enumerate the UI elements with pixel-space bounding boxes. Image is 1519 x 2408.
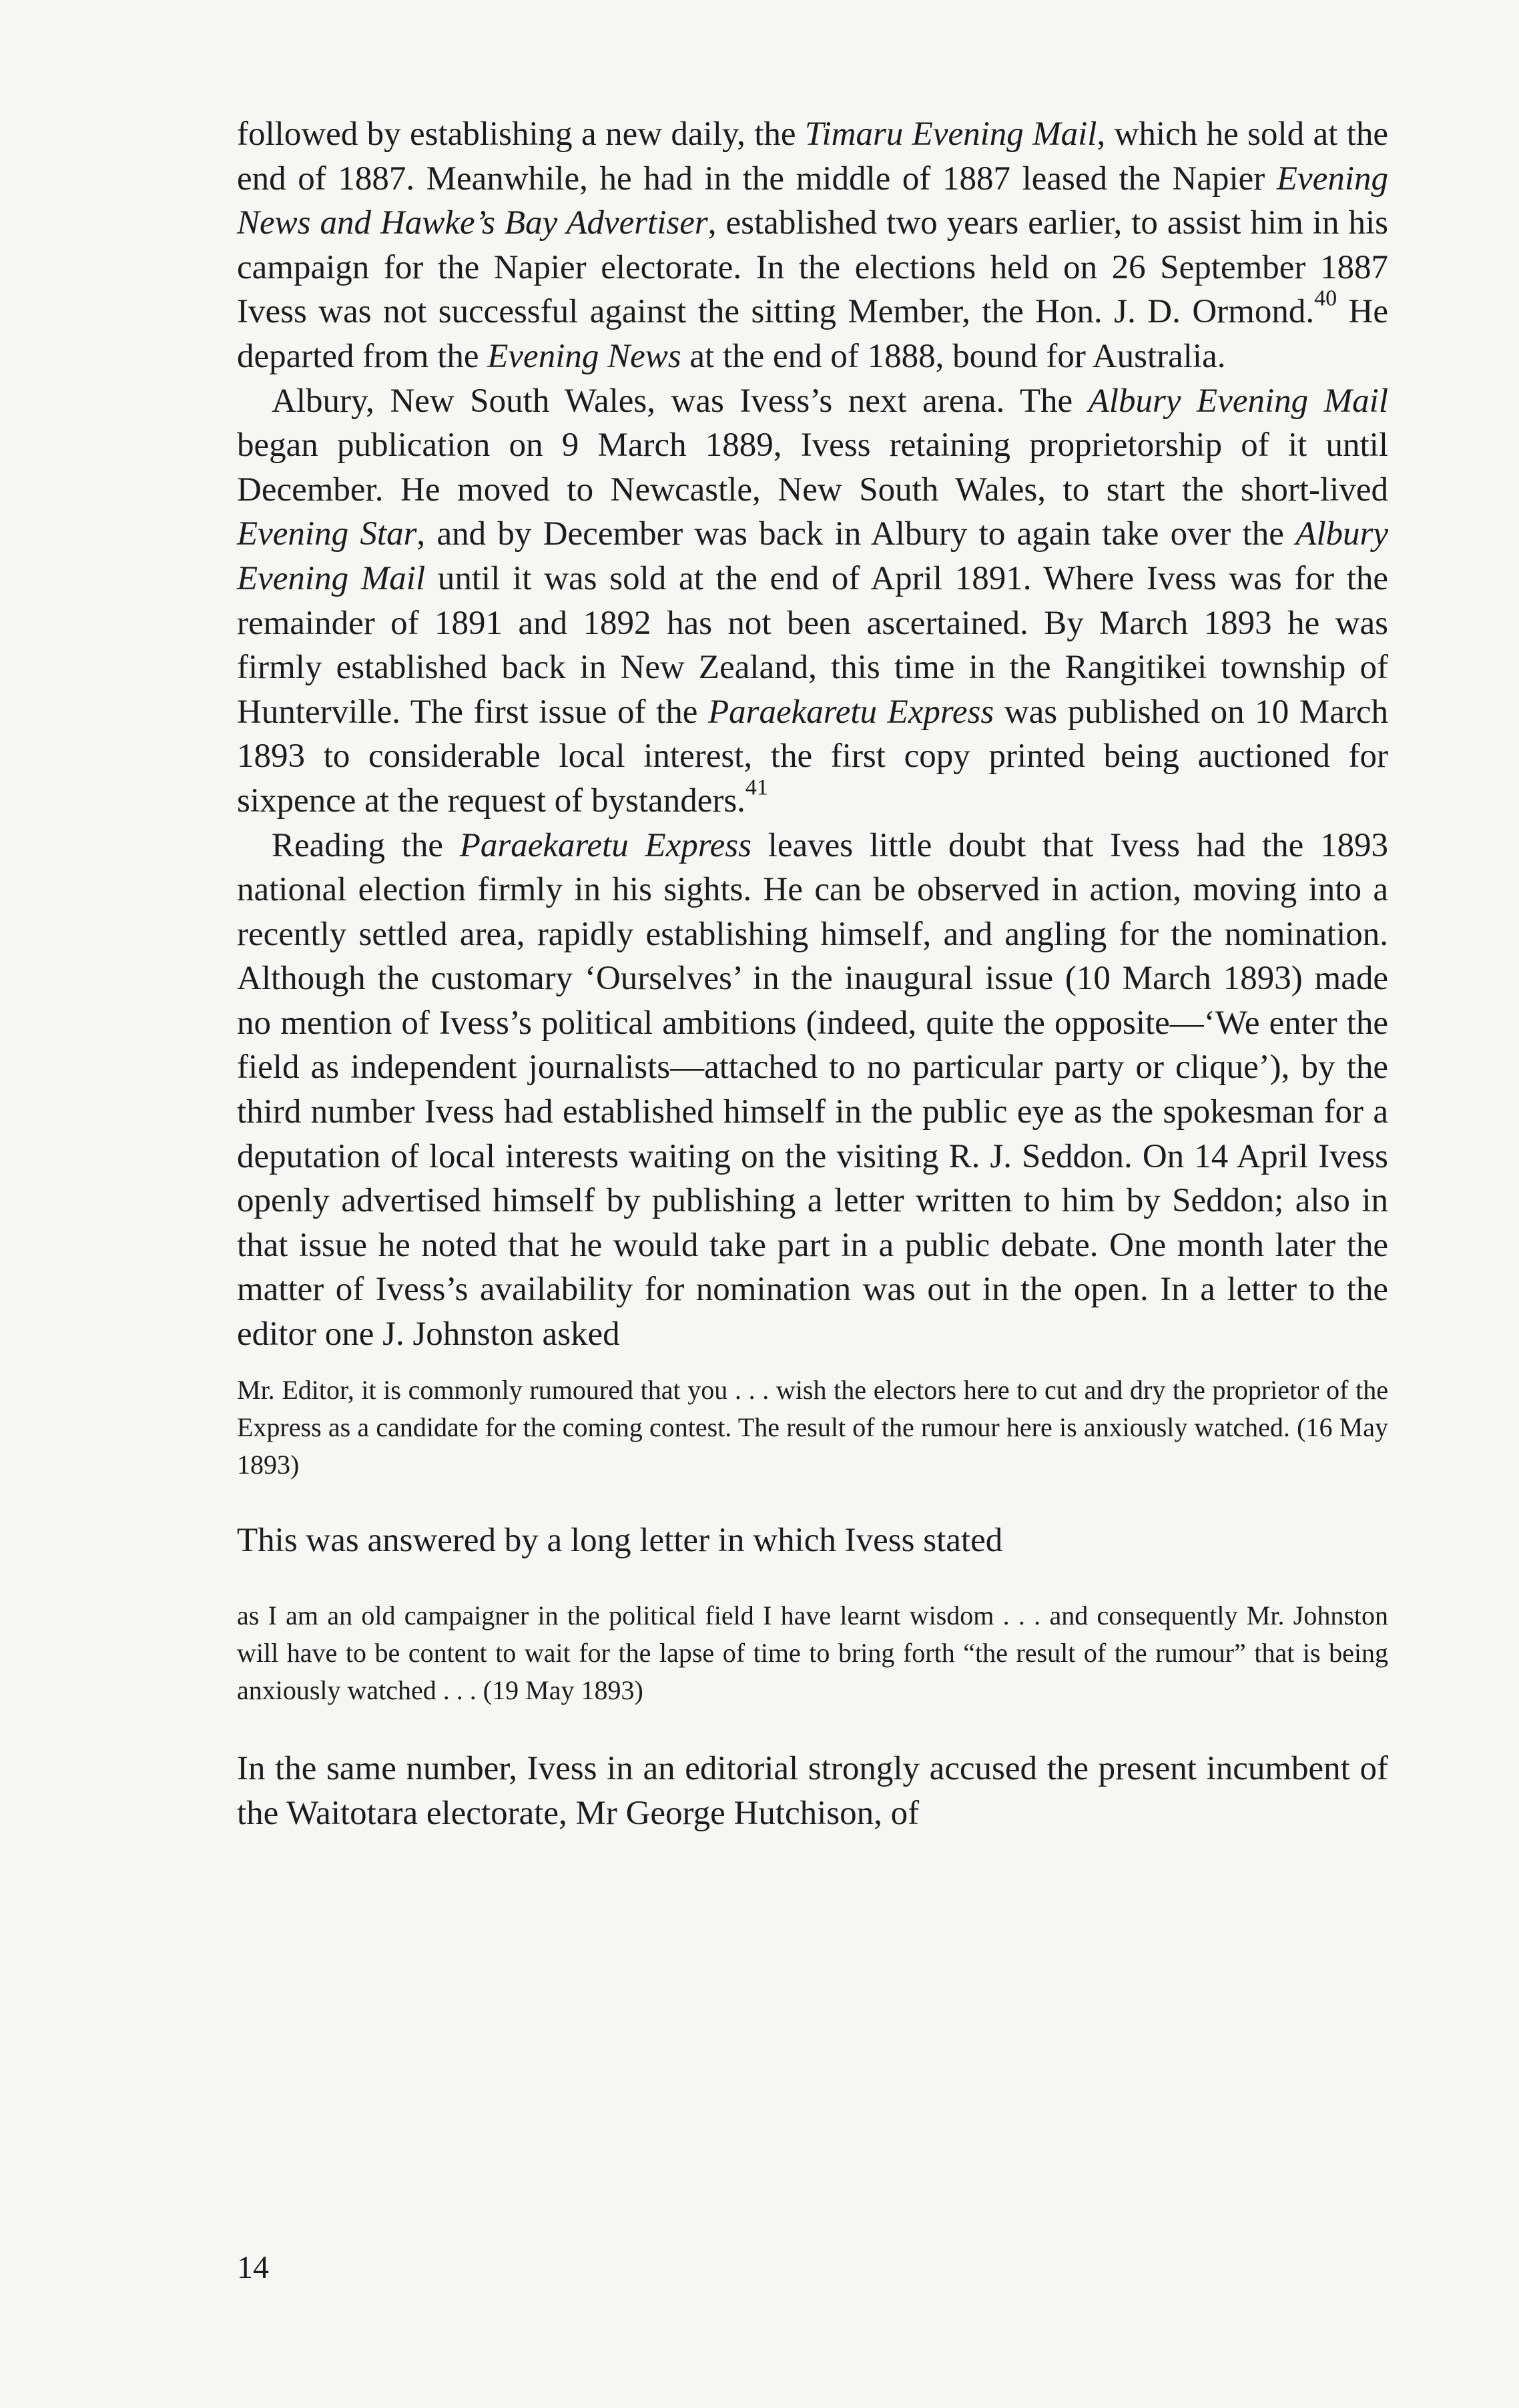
block-quote: Mr. Editor, it is commonly rumoured that you . . . wish the electors here to cut and dry the proprietor of the Express as a candidate for the coming contest. The result of the rumour here is anxiously watched. (16 May 1893) — [237, 1374, 1388, 1480]
text-run: , which he sold at the end of 1887. Meanwhile, he had in the middle of 1887 leased the Napier — [237, 115, 1388, 198]
italic-title: Evening Star — [237, 515, 417, 553]
footnote-ref: 40 — [1314, 286, 1337, 311]
paragraph — [237, 379, 1388, 824]
italic-title: Paraekaretu Express — [707, 693, 994, 731]
italic-title: Paraekaretu Express — [459, 826, 752, 864]
paragraph — [237, 824, 1388, 1357]
paragraph: In the same number, Ivess in an editorial strongly accused the present incumbent of the Waitotara electorate, Mr George Hutchison, of — [237, 1750, 1388, 1832]
footnote-ref: 41 — [745, 775, 768, 800]
page-number: 14 — [237, 2250, 269, 2285]
italic-title: Albury Evening Mail — [237, 515, 1388, 597]
text-run: Reading the — [272, 826, 460, 864]
text-run: was published on 10 March 1893 to considerable local interest, the first copy printed being auctioned for sixpence at the request of bystanders. — [237, 693, 1388, 820]
italic-title: Evening News and Hawke’s Bay Advertiser — [237, 160, 1388, 242]
italic-title: Timaru Evening Mail — [804, 115, 1097, 153]
text-run: at the end of 1888, bound for Australia. — [681, 337, 1226, 375]
text-run: , established two years earlier, to assist him in his campaign for the Napier electorate. In the elections held on 26 September 1887 Ivess was not successful against the sitting Member, the Hon. J. D. Ormond. — [237, 204, 1388, 331]
paragraph — [237, 112, 1388, 379]
text-run: began publication on 9 March 1889, Ivess retaining proprietorship of it until December. He moved to Newcastle, New South Wales, to start the short-lived — [237, 426, 1388, 509]
text-run: He departed from the — [237, 293, 1389, 375]
text-run: leaves little doubt that Ivess had the 1893 national election firmly in his sights. He can be observed in action, moving into a recently settled area, rapidly establishing himself, and angling for the nomination. Although the customary ‘Ourselves’ in the inaugural issue (10 March 1893) made no mention of Ivess’s political ambitions (indeed, quite the opposite—‘We enter the field as independent journalists—attached to no particular party or clique’), by the third number Ivess had established himself in the public eye as the spokesman for a deputation of local interests waiting on the visiting R. J. Seddon. On 14 April Ivess openly advertised himself by publishing a letter written to him by Seddon; also in that issue he noted that he would take part in a public debate. One month later the matter of Ivess’s availability for nomination was out in the open. In a letter to the editor one J. Johnston asked — [237, 826, 1389, 1353]
italic-title: Evening News — [487, 337, 681, 375]
text-run: , and by December was back in Albury to again take over the — [416, 515, 1296, 553]
text-run: Albury, New South Wales, was Ivess’s next arena. The — [272, 382, 1089, 420]
block-quote: as I am an old campaigner in the political field I have learnt wisdom . . . and consequently Mr. Johnston will have to be content to wait for the lapse of time to bring forth “the result of the rumour” that is being anxiously watched . . . (19 May 1893) — [237, 1600, 1388, 1706]
text-run: followed by establishing a new daily, the — [237, 115, 805, 153]
page-body — [237, 112, 1388, 1835]
paragraph: This was answered by a long letter in which Ivess stated — [237, 1521, 1003, 1559]
italic-title: Albury Evening Mail — [1088, 382, 1388, 420]
text-run: until it was sold at the end of April 1891. Where Ivess was for the remainder of 1891 and 1892 has not been ascertained. By March 1893 he was firmly established back in New Zealand, this time in the Rangitikei township of Hunterville. The first issue of the — [237, 559, 1388, 731]
